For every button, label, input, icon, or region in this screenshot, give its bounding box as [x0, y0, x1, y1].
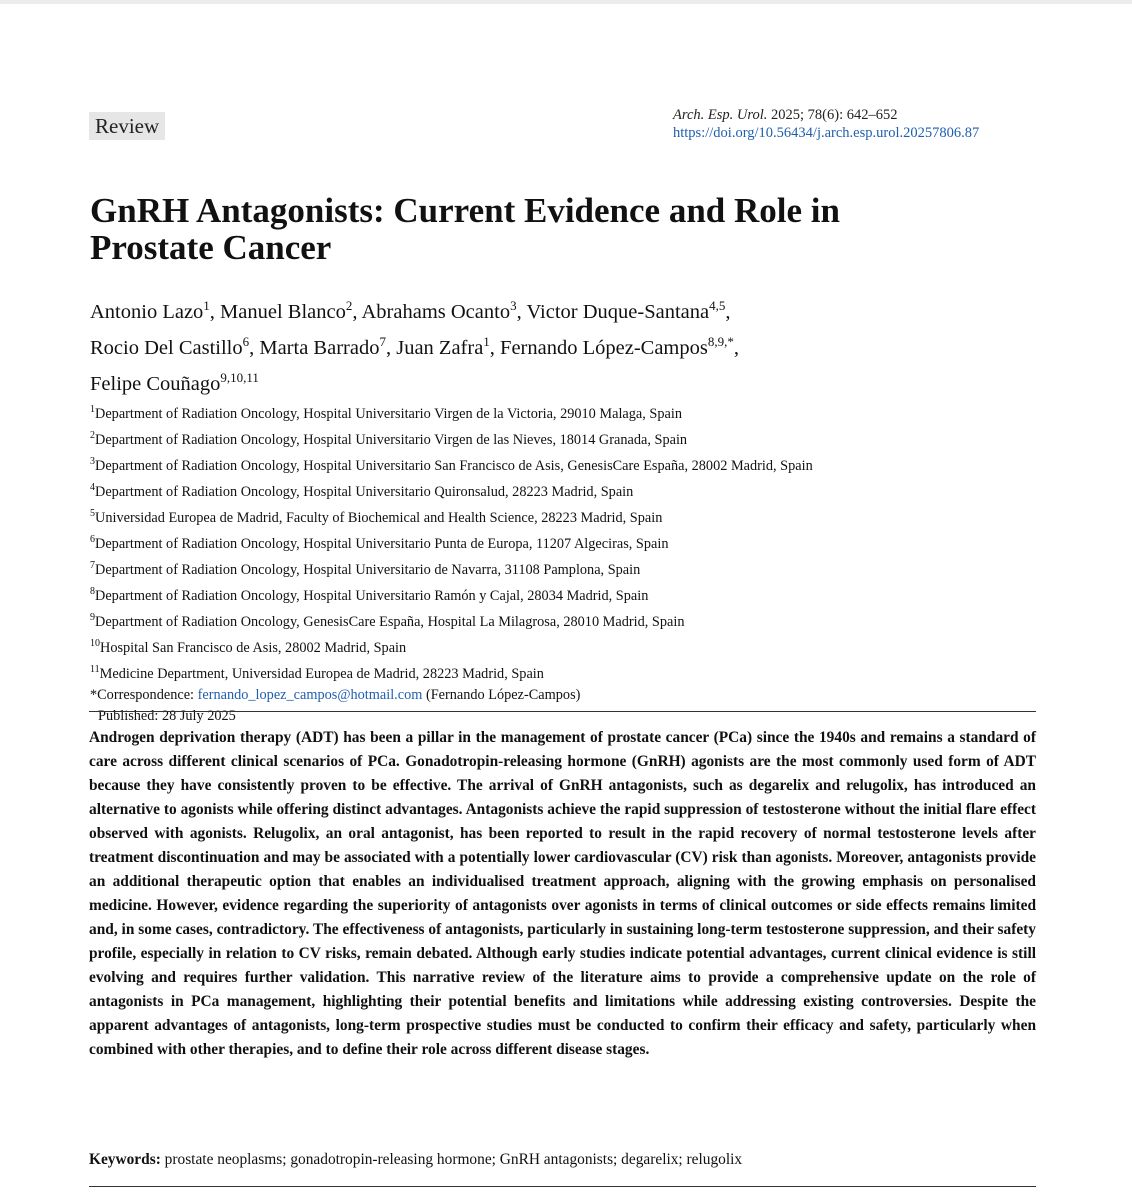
affiliation-item	[90, 503, 1050, 529]
author-affiliation-ref: 9,10,11	[220, 369, 259, 385]
affiliation-text: Department of Radiation Oncology, Hospital Universitario Ramón y Cajal, 28034 Madrid, Spain	[95, 587, 649, 604]
author-affiliation-ref: 1	[483, 333, 490, 349]
affiliation-number: 7	[90, 559, 95, 571]
article-title	[90, 192, 990, 266]
author-affiliation-ref: 7	[379, 333, 386, 349]
author-separator: ,	[352, 300, 362, 323]
affiliation-number: 8	[90, 585, 95, 597]
title-line-2: Prostate Cancer	[90, 228, 332, 267]
author-name: Manuel Blanco	[220, 300, 346, 323]
citation-line	[673, 106, 979, 124]
affiliation-number: 9	[90, 611, 95, 623]
author-affiliation-ref: 3	[510, 298, 517, 313]
author-name: Juan Zafra	[396, 336, 484, 359]
affiliation-text: Department of Radiation Oncology, Hospital Universitario de Navarra, 31108 Pamplona, Spain	[95, 561, 641, 578]
affiliation-item	[90, 451, 1050, 477]
affiliation-text: Department of Radiation Oncology, Hospital Universitario Virgen de las Nieves, 18014 Granada, Spain	[95, 431, 688, 448]
abstract-top-rule	[89, 711, 1036, 712]
keywords-line	[89, 1150, 1036, 1170]
affiliation-item	[90, 529, 1050, 555]
affiliation-item	[90, 399, 1050, 425]
author-separator: ,	[249, 336, 260, 359]
author-separator: ,	[209, 300, 221, 323]
volume-issue-pages: 2025; 78(6): 642–652	[771, 107, 898, 123]
author-separator: ,	[516, 300, 527, 323]
affiliation-number: 4	[90, 481, 95, 493]
title-line-1: GnRH Antagonists: Current Evidence and Role in	[90, 191, 840, 230]
author-line-3	[90, 363, 1030, 399]
citation-block	[673, 106, 979, 142]
page-top-edge	[0, 0, 1132, 4]
affiliation-number: 3	[90, 455, 95, 467]
author-list	[90, 291, 1030, 398]
affiliation-text: Hospital San Francisco de Asis, 28002 Madrid, Spain	[100, 639, 407, 656]
affiliation-list	[90, 399, 1050, 727]
affiliation-number: 1	[90, 404, 95, 415]
keywords-text: prostate neoplasms; gonadotropin-releasing hormone; GnRH antagonists; degarelix; relugolix	[160, 1151, 743, 1168]
correspondence	[90, 685, 1050, 706]
correspondence-label: *Correspondence:	[90, 686, 198, 703]
author-separator: ,	[733, 336, 739, 359]
affiliation-item	[90, 659, 1050, 685]
author-affiliation-ref: 8,9,*	[707, 333, 734, 349]
author-name: Abrahams Ocanto	[361, 300, 511, 323]
doi-link[interactable]: https://doi.org/10.56434/j.arch.esp.urol.20257806.87	[673, 125, 980, 141]
keywords-bottom-rule	[89, 1186, 1036, 1187]
affiliation-text: Department of Radiation Oncology, GenesisCare España, Hospital La Milagrosa, 28010 Madrid, Spain	[95, 613, 685, 630]
correspondence-name: (Fernando López-Campos)	[422, 686, 581, 703]
affiliation-number: 6	[90, 533, 95, 545]
affiliation-number: 2	[90, 429, 95, 441]
affiliation-text: Department of Radiation Oncology, Hospital Universitario Punta de Europa, 11207 Algeciras, Spain	[95, 535, 669, 552]
affiliation-item	[90, 477, 1050, 503]
author-name: Rocio Del Castillo	[90, 336, 243, 359]
article-type-badge: Review	[89, 112, 165, 140]
author-line-1	[90, 291, 1030, 327]
affiliation-text: Department of Radiation Oncology, Hospital Universitario Quironsalud, 28223 Madrid, Spain	[95, 483, 634, 500]
affiliation-item	[90, 633, 1050, 659]
author-separator: ,	[489, 336, 501, 359]
author-affiliation-ref: 4,5	[709, 298, 726, 313]
author-name: Antonio Lazo	[90, 300, 204, 323]
author-affiliation-ref: 1	[203, 298, 210, 313]
author-separator: ,	[725, 300, 731, 323]
author-line-2	[90, 327, 1030, 363]
correspondence-email-link[interactable]: fernando_lopez_campos@hotmail.com	[197, 686, 423, 703]
affiliation-text: Universidad Europea de Madrid, Faculty of Biochemical and Health Science, 28223 Madrid, Spain	[95, 509, 663, 526]
affiliation-text: Department of Radiation Oncology, Hospital Universitario Virgen de la Victoria, 29010 Malaga, Spain	[95, 405, 682, 422]
affiliation-item	[90, 607, 1050, 633]
affiliation-item	[90, 425, 1050, 451]
published-date: Published: 28 July 2025	[98, 707, 236, 724]
affiliation-text: Department of Radiation Oncology, Hospital Universitario San Francisco de Asis, GenesisCare España, 28002 Madrid, Spain	[95, 457, 813, 474]
affiliation-number: 10	[90, 637, 100, 649]
abstract-text: Androgen deprivation therapy (ADT) has been a pillar in the management of prostate cancer (PCa) since the 1940s and remains a standard of care across different clinical scenarios of PCa. Gonadotropin-releasing hormone (GnRH) agonists are the most commonly used form of ADT because they have consistently proven to be effective. The arrival of GnRH antagonists, such as degarelix and relugolix, has introduced an alternative to agonists while offering distinct advantages. Antagonists achieve the rapid suppression of testosterone without the initial flare effect observed with agonists. Relugolix, an oral antagonist, has been reported to result in the rapid recovery of normal testosterone levels after treatment discontinuation and may be associated with a potentially lower cardiovascular (CV) risk than agonists. Moreover, antagonists provide an additional therapeutic option that enables an individualised treatment approach, aligning with the growing emphasis on personalised medicine. However, evidence regarding the superiority of antagonists over agonists in terms of clinical outcomes or side effects remains limited and, in some cases, contradictory. The effectiveness of antagonists, particularly in sustaining long-term testosterone suppression, and their safety profile, especially in relation to CV risks, remain debated. Although early studies indicate potential advantages, current clinical evidence is still evolving and requires further validation. This narrative review of the literature aims to provide a comprehensive update on the role of antagonists in PCa management, highlighting their potential benefits and limitations while addressing existing controversies. Despite the apparent advantages of antagonists, long-term prospective studies must be conducted to confirm their efficacy and safety, particularly when combined with other therapies, and to define their role across different disease stages.	[89, 729, 1036, 1058]
keywords-label: Keywords:	[89, 1151, 161, 1168]
author-name: Marta Barrado	[259, 336, 380, 359]
author-affiliation-ref: 2	[345, 298, 353, 313]
affiliation-number: 5	[90, 507, 95, 519]
affiliation-item	[90, 581, 1050, 607]
affiliation-number: 11	[90, 663, 100, 675]
author-name: Fernando López-Campos	[500, 336, 708, 359]
author-name: Felipe Couñago	[90, 372, 221, 395]
author-affiliation-ref: 6	[242, 333, 250, 349]
author-separator: ,	[385, 336, 397, 359]
journal-name: Arch. Esp. Urol.	[673, 107, 768, 123]
author-name: Victor Duque-Santana	[526, 300, 710, 323]
affiliation-text: Medicine Department, Universidad Europea de Madrid, 28223 Madrid, Spain	[99, 665, 544, 682]
affiliation-item	[90, 555, 1050, 581]
